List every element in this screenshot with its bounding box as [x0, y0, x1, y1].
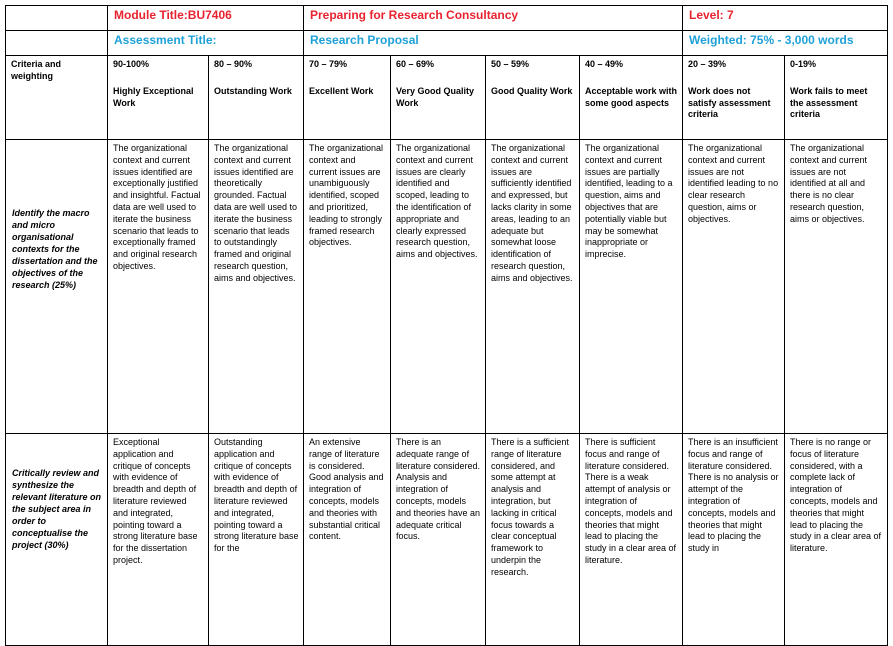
criterion-cell: There is sufficient focus and range of literature considered. There is a weak attempt of analysis or integration of concepts, models and theories that might lead to placing the study in a clear area of literature. — [580, 434, 683, 646]
criterion-row — [6, 434, 888, 646]
grade-band — [486, 56, 580, 140]
grade-label: Acceptable work with some good aspects — [585, 85, 678, 108]
level: Level: 7 — [683, 6, 888, 31]
grade-label: Very Good Quality Work — [396, 85, 475, 108]
criterion-cell: The organizational context and current issues are sufficiently identified and expressed, but lacks clarity in some areas, leading to an adequate but somewhat loose identification of research question, aims and objectives. — [486, 140, 580, 434]
assessment-name: Research Proposal — [304, 31, 683, 56]
rubric-table — [5, 5, 888, 646]
grade-range: 0-19% — [790, 59, 817, 69]
criterion-cell: There is no range or focus of literature considered, with a complete lack of integration of concepts, models and theories that might lead to placing the study in a clear area of literature. — [785, 434, 888, 646]
criterion-cell: There is a sufficient range of literature considered, and some attempt at analysis and integration, but lacking in critical focus towards a clear conceptual framework to underpin the research. — [486, 434, 580, 646]
grade-band — [209, 56, 304, 140]
grade-range: 90-100% — [113, 59, 150, 69]
criterion-label: Critically review and synthesize the relevant literature on the subject area in order to conceptualise the project (30%) — [6, 434, 108, 646]
header-row-assessment — [6, 31, 888, 56]
grade-band — [683, 56, 785, 140]
grade-label: Work fails to meet the assessment criteria — [790, 85, 868, 120]
module-name: Preparing for Research Consultancy — [304, 6, 683, 31]
criterion-cell: There is an insufficient focus and range of literature considered. There is no analysis or attempt of the integration of concepts, models and theories that might lead to placing the study in — [683, 434, 785, 646]
criterion-cell: The organizational context and current issues are clearly identified and scoped, leading to the identification of appropriate and clearly expressed research question, aims and objectives. — [391, 140, 486, 434]
criterion-label: Identify the macro and micro organisational contexts for the dissertation and the objectives of the research (25%) — [6, 140, 108, 434]
criterion-row — [6, 140, 888, 434]
grade-range: 60 – 69% — [396, 59, 435, 69]
criteria-label: Criteria and weighting — [6, 56, 108, 140]
grade-range: 50 – 59% — [491, 59, 530, 69]
grade-label: Work does not satisfy assessment criteria — [688, 85, 771, 120]
criterion-cell: Exceptional application and critique of concepts with evidence of breadth and depth of literature reviewed and integrated, pointing toward a strong literature base for the dissertation project. — [108, 434, 209, 646]
grade-label: Good Quality Work — [491, 85, 573, 96]
criterion-cell: The organizational context and current issues identified are theoretically grounded. Factual data are well used to iterate the business scenario that leads to outstandingly framed and original research question, aims and objectives. — [209, 140, 304, 434]
assessment-title-label: Assessment Title: — [108, 31, 304, 56]
grade-band — [580, 56, 683, 140]
criterion-cell: The organizational context and current issues are not identified leading to no clear research question, aims or objectives. — [683, 140, 785, 434]
criterion-cell: An extensive range of literature is considered. Good analysis and integration of concepts, models and theories with substantial critical content. — [304, 434, 391, 646]
grade-band — [304, 56, 391, 140]
grade-band — [108, 56, 209, 140]
header-blank-cell — [6, 6, 108, 31]
grade-label: Highly Exceptional Work — [113, 85, 194, 108]
criterion-cell: The organizational context and current issues are unambiguously identified, scoped and prioritized, leading to strongly framed research objectives. — [304, 140, 391, 434]
criterion-cell: The organizational context and current issues identified are exceptionally justified and insightful. Factual data are well used to iterate the business scenario that leads to exceptionally framed and original research objectives. — [108, 140, 209, 434]
header-row-module — [6, 6, 888, 31]
header-blank-cell — [6, 31, 108, 56]
grade-range: 70 – 79% — [309, 59, 348, 69]
grade-band — [785, 56, 888, 140]
module-title: Module Title:BU7406 — [108, 6, 304, 31]
criterion-cell: There is an adequate range of literature considered. Analysis and integration of concepts, models and theories have an adequate critical focus. — [391, 434, 486, 646]
grade-range: 80 – 90% — [214, 59, 253, 69]
grade-label: Excellent Work — [309, 85, 374, 96]
criterion-cell: The organizational context and current issues are not identified at all and there is no clear research question, aims or objectives. — [785, 140, 888, 434]
weighting: Weighted: 75% - 3,000 words — [683, 31, 888, 56]
grade-label: Outstanding Work — [214, 85, 292, 96]
criterion-cell: The organizational context and current issues are partially identified, leading to a question, aims and objectives that are potentially viable but may be somewhat inappropriate or imprecise. — [580, 140, 683, 434]
grade-band — [391, 56, 486, 140]
grade-range: 20 – 39% — [688, 59, 727, 69]
criterion-cell: Outstanding application and critique of concepts with evidence of breadth and depth of literature reviewed and integrated, pointing toward a strong literature base for the — [209, 434, 304, 646]
grade-range: 40 – 49% — [585, 59, 624, 69]
grade-band-row — [6, 56, 888, 140]
